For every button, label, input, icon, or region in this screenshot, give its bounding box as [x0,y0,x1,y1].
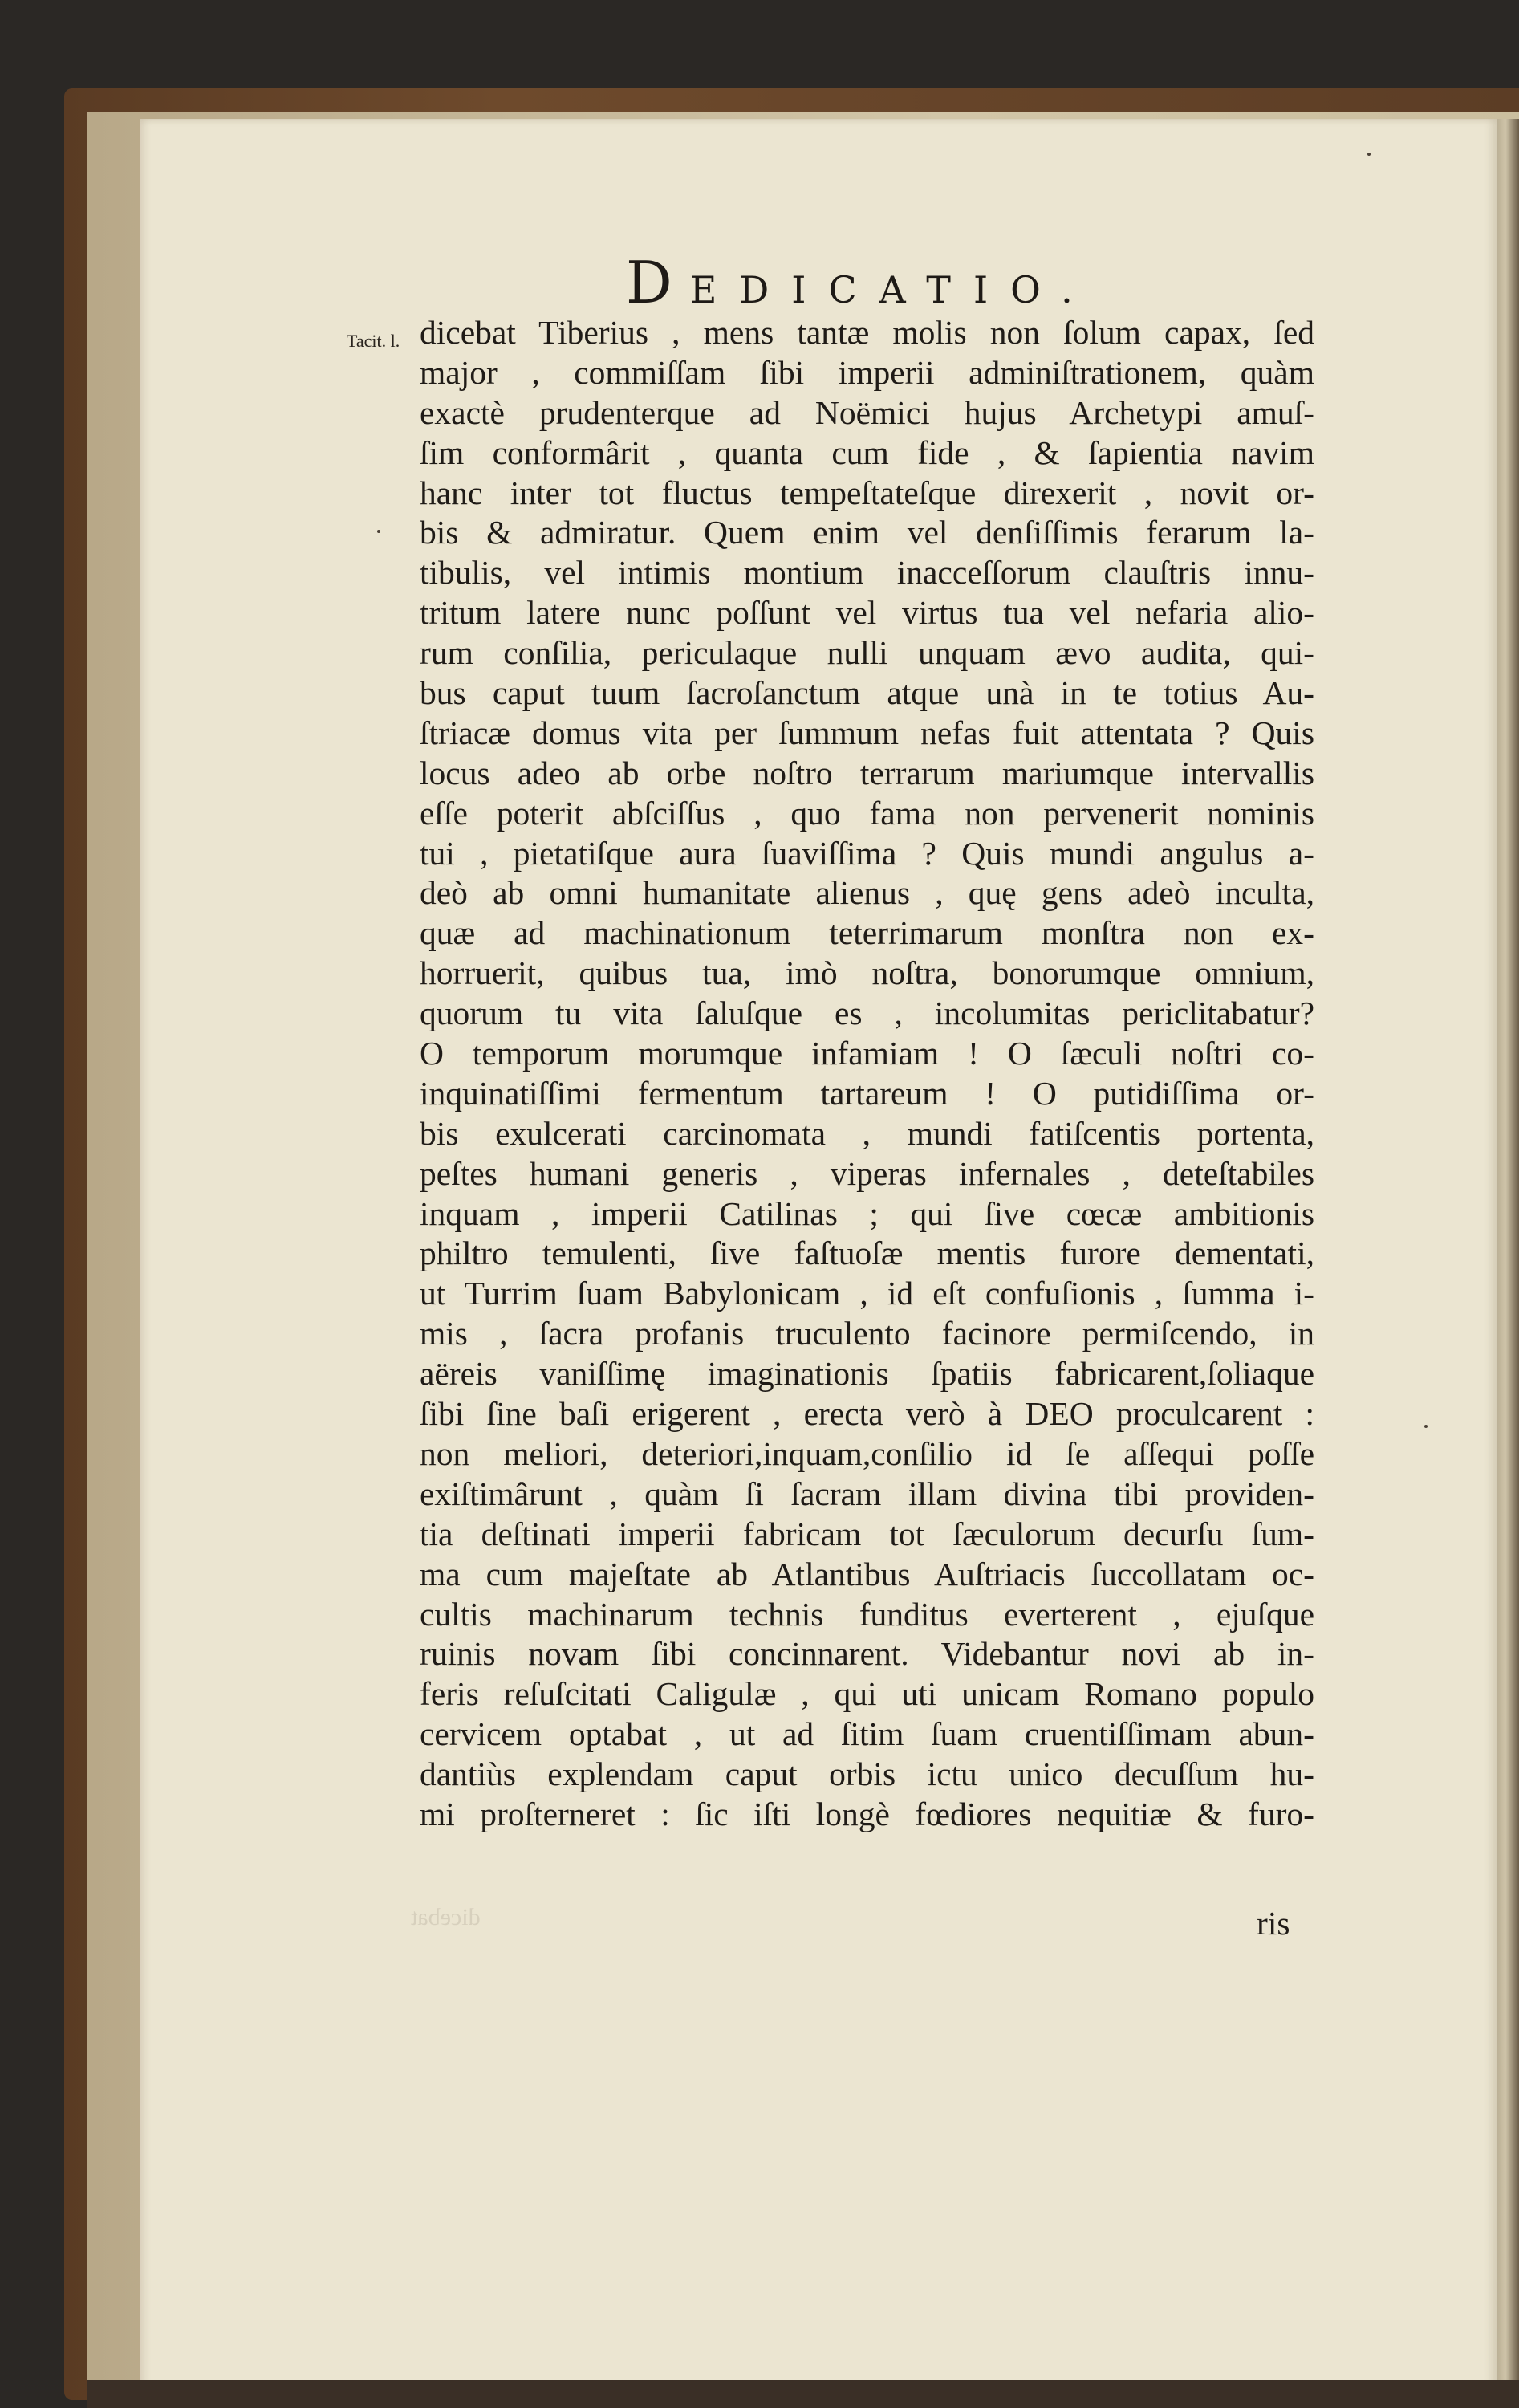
text-line: tui , pietatiſque aura ſuaviſſima ? Quis mundi angulus a- [420,834,1314,872]
text-line: hanc inter tot fluctus tempeſtateſque direxerit , novit or- [420,474,1314,511]
text-line: quorum tu vita ſaluſque es , incolumitas periclitabatur? [420,995,1314,1032]
text-line: aëreis vaniſſimę imaginationis ſpatiis fabricarent,ſoliaque [420,1355,1314,1393]
text-line: O temporum morumque infamiam ! O ſæculi noſtri co- [420,1035,1314,1072]
text-line: dicebat Tiberius , mens tantæ molis non ſolum capax, ſed [420,314,1314,351]
text-line: inquam , imperii Catilinas ; qui ſive cœcæ ambitionis [420,1194,1314,1232]
text-line: major , commiſſam ſibi imperii adminiſtrationem, quàm [420,353,1314,391]
text-line: mis , ſacra profanis truculento facinore permiſcendo, in [420,1315,1314,1352]
text-line: mi proſterneret : ſic iſti longè fœdiores nequitiæ & furo- [420,1795,1314,1832]
text-line: tritum latere nunc poſſunt vel virtus tua vel nefaria alio- [420,594,1314,632]
paper-speck [377,530,380,533]
text-line: exactè prudenterque ad Noëmici hujus Archetypi amuſ- [420,393,1314,431]
text-line: tia deſtinati imperii fabricam tot ſæculorum decurſu ſum- [420,1515,1314,1552]
text-line: feris reſuſcitati Caligulæ , qui uti unicam Romano populo [420,1675,1314,1713]
heading-initial: D [626,249,690,316]
paper-speck [1367,153,1371,156]
text-line: bis & admiratur. Quem enim vel denſiſſimis ferarum la- [420,514,1314,551]
page-gutter [1497,119,1519,2390]
margin-note: Tacit. l. [347,331,400,351]
text-line: eſſe poterit abſciſſus , quo fama non pervenerit nominis [420,794,1314,832]
text-line: peſtes humani generis , viperas infernales , deteſtabiles [420,1154,1314,1192]
text-line: philtro temulenti, ſive faſtuoſæ mentis furore dementati, [420,1235,1314,1272]
text-line: deò ab omni humanitate alienus , quę gens adeò inculta, [420,874,1314,912]
text-line: bus caput tuum ſacroſanctum atque unà in te totius Au- [420,674,1314,712]
text-line: dantiùs explendam caput orbis ictu unico decuſſum hu- [420,1755,1314,1793]
paper-speck [1424,1425,1428,1428]
text-line: quæ ad machinationum teterrimarum monſtra non ex- [420,914,1314,952]
text-line: ſtriacæ domus vita per ſummum nefas fuit attentata ? Quis [420,714,1314,751]
show-through-text: dicebat [411,1904,481,1930]
body-text [420,313,1314,1835]
text-line: ſim conformârit , quanta cum fide , & ſapientia navim [420,433,1314,471]
catchword: ris [1257,1905,1290,1942]
text-line: horruerit, quibus tua, imò noſtra, bonorumque omnium, [420,954,1314,992]
heading-rest: EDICATIO. [689,268,1095,311]
text-line: tibulis, vel intimis montium inacceſſorum clauſtris innu- [420,554,1314,592]
page-heading [626,249,1188,316]
text-line: bis exulcerati carcinomata , mundi fatiſcentis portenta, [420,1114,1314,1152]
text-line: non meliori, deteriori,inquam,conſilio id ſe aſſequi poſſe [420,1434,1314,1472]
text-line: cultis machinarum technis funditus everterent , ejuſque [420,1595,1314,1633]
bottom-shadow [87,2380,1519,2408]
text-line: inquinatiſſimi fermentum tartareum ! O putidiſſima or- [420,1074,1314,1112]
text-line: locus adeo ab orbe noſtro terrarum mariumque intervallis [420,754,1314,791]
text-line: ruinis novam ſibi concinnarent. Videbantur novi ab in- [420,1635,1314,1673]
text-line: ut Turrim ſuam Babylonicam , id eſt confuſionis , ſumma i- [420,1275,1314,1312]
text-line: exiſtimârunt , quàm ſi ſacram illam divina tibi providen- [420,1474,1314,1512]
text-line: cervicem optabat , ut ad ſitim ſuam cruentiſſimam abun- [420,1715,1314,1753]
text-line: rum conſilia, periculaque nulli unquam ævo audita, qui- [420,634,1314,672]
text-line: ma cum majeſtate ab Atlantibus Auſtriacis ſuccollatam oc- [420,1555,1314,1592]
text-line: ſibi ſine baſi erigerent , erecta verò à DEO proculcarent : [420,1395,1314,1433]
